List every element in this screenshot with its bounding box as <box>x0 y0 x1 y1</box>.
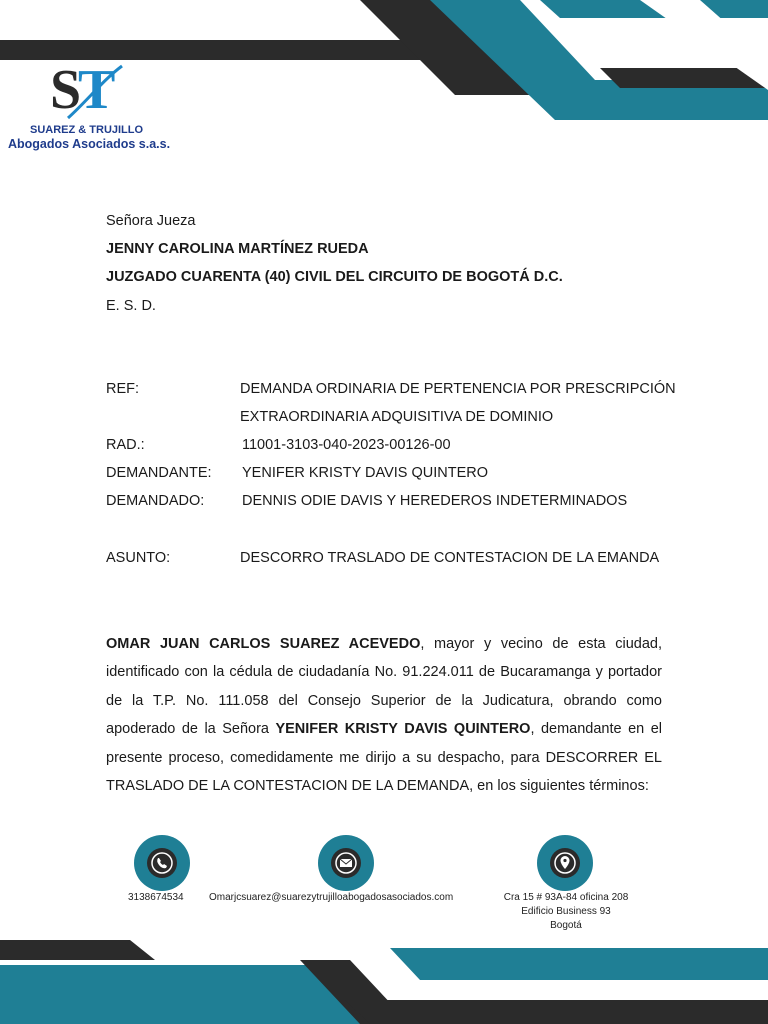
svg-text:S: S <box>50 60 82 121</box>
phone-badge <box>134 835 190 891</box>
ref-row <box>106 381 676 401</box>
st-monogram-icon <box>48 60 128 122</box>
logo-firm-subtitle: Abogados Asociados s.a.s. <box>8 137 171 151</box>
rad-value: 11001-3103-040-2023-00126-00 <box>242 437 451 453</box>
location-pin-icon <box>543 841 587 885</box>
asunto-label: ASUNTO: <box>106 550 171 566</box>
body-paragraph <box>106 630 662 800</box>
phone-icon <box>140 841 184 885</box>
demandante-row <box>106 465 662 485</box>
bottom-dark-left <box>0 940 155 960</box>
asunto-row <box>106 550 662 570</box>
email-badge <box>318 835 374 891</box>
email-address: Omarjcsuarez@suarezytrujilloabogadosasociados.com <box>209 892 454 903</box>
phone-number: 3138674534 <box>128 892 184 903</box>
demandado-row <box>106 493 662 513</box>
firm-logo <box>6 60 186 151</box>
ref-value-line1: DEMANDA ORDINARIA DE PERTENENCIA POR PRESCRIPCIÓN <box>240 381 676 397</box>
rad-row <box>106 437 662 457</box>
ref-row-continued <box>106 409 662 429</box>
logo-firm-name: SUAREZ & TRUJILLO <box>30 124 144 136</box>
asunto-value: DESCORRO TRASLADO DE CONTESTACION DE LA EMANDA <box>240 550 660 566</box>
rad-label: RAD.: <box>106 437 145 453</box>
client-name: YENIFER KRISTY DAVIS QUINTERO <box>275 721 531 738</box>
lawyer-name: OMAR JUAN CARLOS SUAREZ ACEVEDO <box>106 636 421 652</box>
address-line1: Cra 15 # 93A-84 oficina 208 <box>503 892 629 903</box>
bottom-dark-band <box>345 1000 768 1024</box>
esd: E. S. D. <box>106 298 156 314</box>
court-name: JUZGADO CUARENTA (40) CIVIL DEL CIRCUITO DE BOGOTÁ D.C. <box>106 269 563 285</box>
bottom-teal-right <box>390 948 768 980</box>
svg-text:T: T <box>78 60 116 121</box>
top-dark-band <box>0 40 436 60</box>
address-line3: Bogotá <box>550 920 582 931</box>
demandado-value: DENNIS ODIE DAVIS Y HEREDEROS INDETERMINADOS <box>242 493 628 509</box>
judge-name: JENNY CAROLINA MARTÍNEZ RUEDA <box>106 241 369 257</box>
email-icon <box>324 841 368 885</box>
demandado-label: DEMANDADO: <box>106 493 205 509</box>
ref-value-line2: EXTRAORDINARIA ADQUISITIVA DE DOMINIO <box>240 409 554 425</box>
ref-label: REF: <box>106 381 140 397</box>
demandante-value: YENIFER KRISTY DAVIS QUINTERO <box>242 465 489 481</box>
body-text-1: , mayor y vecino de esta ciudad, identificado con la cédula de ciudadanía No. 91.224.011 de Bucaramanga y portador de la T.P. No. 111.058 del Consejo Superior de la Judicatura, obrando como apoderado de la Señora <box>106 636 662 738</box>
address-line2: Edificio Business 93 <box>521 906 611 917</box>
demandante-label: DEMANDANTE: <box>106 465 212 481</box>
body-text-2: , demandante en el presente proceso, comedidamente me dirijo a su despacho, para DESCORRER EL TRASLADO DE LA CONTESTACION DE LA DEMANDA, en los siguientes términos: <box>106 721 662 795</box>
address-block <box>496 891 636 933</box>
location-badge <box>537 835 593 891</box>
salutation: Señora Jueza <box>106 213 196 229</box>
